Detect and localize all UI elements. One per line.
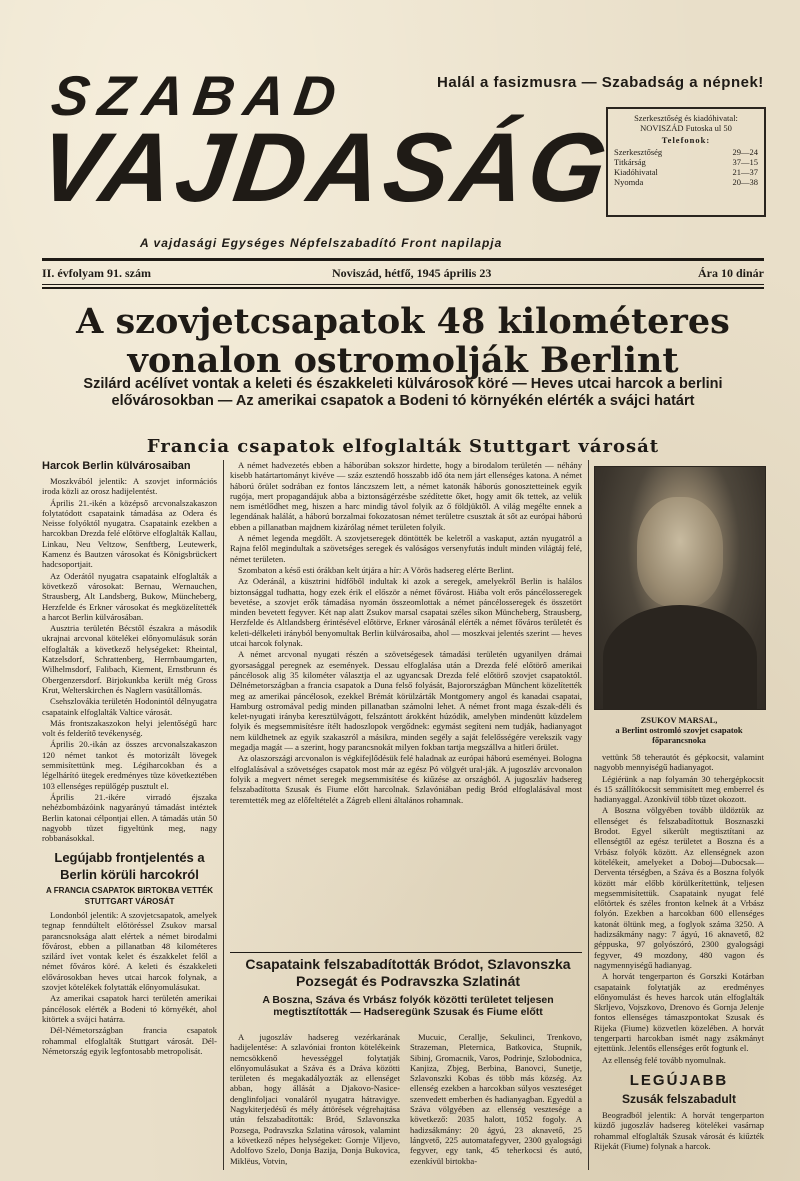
infobox-phones-label: Telefonok: — [661, 135, 711, 146]
phone-row: Titkárság 37—15 — [614, 157, 758, 168]
contact-info-box — [606, 107, 766, 217]
article-heading: Szusák felszabadult — [621, 1092, 737, 1106]
infobox-line2: NOVISZÁD Futoska ul 50 — [640, 123, 732, 134]
portrait-coat — [603, 605, 757, 709]
article-caps: A FRANCIA CSAPATOK BIRTOKBA VETTÉK STUTTGART VÁROSÁT — [46, 886, 213, 906]
masthead-tagline: A vajdasági Egységes Népfelszabadító Front napilapja — [140, 236, 503, 250]
phone-row: Nyomda 20—38 — [614, 177, 758, 188]
article-heading: Csapataink felszabadították Bródot, Szlavonszka Pozsegát és Podravszka Szlatinát — [245, 956, 571, 989]
main-subheadline: Szilárd acélívet vontak a keleti és északkeleti külvárosok köré — Heves utcai harcok a berlini elővárosokban — Az amerikai csapatok a Bodeni tó környékén elérték a svájci határt — [83, 376, 723, 409]
right-column: vettünk 58 teherautót és gépkocsit, valamint nagyobb mennyiségű hadianyagot. Légiérünk a nap folyamán 30 tehergépkocsit és 15 szállítókocsit semmisített meg emberrel és hadianyaggal. Azonkívül több tüzet okozott. A Boszna völgyében tovább üldöztük az ellenséget és felszabadítottuk Bosznaszki Brodot. Egyel sikerült megtisztítani az ellenségtől az egész területet a Boszna és a Vrbász folyók között. Az ellenségnek azon kötelékeit, amelyeket a Doboj—Dubocsak—Derventa térségben, a Száva és a Boszna folyók között már előbb körülkerítettünk, teljesen megsemmisítettük. Csapataink nyugat felé előtörtek és széles fronton kelnek át a Vrbász folyón. Ezekben a harcokban 600 ellenséges katonát öltünk meg, a foglyok száma 3250. A hadizsákmány nagy: 7 ágyú, 16 aknavető, 82 géppuska, 97 golyószóró, 2300 gyalogsági fegyver, 49 mozdony, 480 vagon és nagymennyiségű hadianyag. A horvát tengerparton és Gorszki Kotárban csapataink folytatják az eredményes előnyomulást és heves harcok után elfoglalták Skrljevo, Vojszkovo, Drenovo és Gornja Jelenje fontos ellenséges támaszpontokat Szusak és Rijeka (Fiume) közvetlen közelében. A horvát tengerparti harcokban ismét nagy zsákmányt ejtettünk. Jelentős ellenséges erőt fogtunk el. Az ellenség felé tovább nyomulnak. — [594, 752, 764, 1065]
phone-row: Szerkesztőség 29—24 — [614, 147, 758, 158]
divider — [42, 287, 764, 289]
left-column: Harcok Berlin külvárosaiban Moszkvából jelentik: A szovjet információs iroda közli az orosz hadijelentést. Április 21.-ikén a középső arcvonalszakaszon folytatódott csapataink támadása az Odera és Neisse folyóktól nyugatra. Csapataink ezekben a harcokban Drezda felé előtörve elfoglalták Kallau, Linkau, Neu Veltzow, Senftberg, Leutewerk, Kamenz és Bautzen városokat és Königsbrückert hadcsoportjait. Az Oderától nyugatra csapataink elfoglalták a következő városokat: Bernau, Wernauchen, Strausberg, Alt Landsberg, Bukow, Müncheberg, Herzfelde és Erkner városokat és megközelítették a harcot Berlin külvárosában. Ausztria területén Bécstől északra a második ukrajnai arcvonal kötelékei előnyomulásuk során elfoglalták a következő helységeket: Rheintal, Katzelsdorf, Schrattenberg, Herrnbaumgarten, Wilhelmsdorf, Falibach, Kiement, Ernstbrunn és Obergenzersdorf. Birjokunkba került még Gross Krut, Welterskirchen és Naglern vasútállomás. Csehszlovákia területén Hodonintól délnyugatra csapataink elfoglalták Valtice városát. Más frontszakaszokon helyi jelentőségű harc volt és felderítő tevékenység. Április 20.-ikán az összes arcvonalszakaszon 120 német tankot és motorizált lövegek semmisítettünk meg. Légiharcokban és a légelhárító ütegek eredményes tüze következtében 103 ellenséges repülőgép pusztult el. Április 21.-ikére virradó éjszaka nehézbombázóink nagyarányú támadást intéztek Berlin katonai célpontjai ellen. A támadás után 50 nagyobb tüzet figyeltünk meg, nagy robbanásokkal. Legújabb frontjelentés a Berlin körüli harcokról A FRANCIA CSAPATOK BIRTOKBA VETTÉK STUTTGART VÁROSÁT Londonból jelentik: A szovjetcsapatok, amelyek tegnap fenndúltelt előtöréssel Zsukov marsal parancsnoksága alatt elértek a német birodalmi fővárost, ebben a pillanatban 48 kilométeres szilárd ívet vontak kelet és északkelet felől a német főváros köré. A keleti és északkeleti elővárosokban heves utcai harcok folynak, a szovjet kötelékek folytatták előnyomulásukat. Az amerikai csapatok harci területén amerikai páncélosok elérték a Bodeni tó környékét, ahol kitörtek a svájci határra. Dél-Németországban francia csapatok rohammal elfoglalták Stuttgart városát. Dél-Németország egyik legfontosabb metropolisát. — [42, 460, 217, 1056]
price: Ára 10 dinár — [698, 266, 764, 280]
divider — [230, 952, 582, 953]
masthead-title-top: SZABAD — [47, 64, 350, 127]
main-headline: A szovjetcsapatok 48 kilométeres vonalon ostromolják Berlint — [76, 301, 730, 381]
article-subheading: A Boszna, Száva és Vrbász folyók közötti területet teljesen megtisztították — Hadseregünk Szusak és Fiume előtt — [262, 994, 554, 1018]
article-heading: Legújabb frontjelentés a Berlin körüli harcokról — [54, 850, 205, 883]
mid-article-left: A jugoszláv hadsereg vezérkarának hadijelentése: A szlavóniai fronton kötelékeink nemcsökkenő hevességgel folytatják előnyomulásukat a Száva és a Dráva közötti területen és megakadályozták az ellenséget abban, hogy állását a Djakovo-Nasice-denglinfoljaci vonaláról nyugatra hátravigye. Nagykiterjedésű és mély áttörések végrehajtása után felszabadították: Bród, Szlavonszka Pozsega, Podravszka Szlatina városok, valamint a következő népes helységeket: Gornje Viljevo, Adolfovo Szelo, Donja Bazija, Donja Bukovica, Miklëus, Votvin, — [230, 1032, 400, 1166]
portrait-photo — [594, 466, 766, 710]
legujabb-heading: LEGÚJABB — [629, 1072, 729, 1089]
place-date: Noviszád, hétfő, 1945 április 23 — [332, 266, 492, 280]
center-column: A német hadvezetés ebben a háborúban sokszor hirdette, hogy a birodalom területén — néhány kisebb határtartományt kivéve — száz esztendő hosszabb idő óta nem járt ellenséges katona. A német háború őrület sodrában ez fontos lánczszem lett, a német katonák háborús gonosztetteinek egyik rugója, mert propagandájuk abba a biztonságérzésbe szédítette őket, hogy amit ők tettek, az velük nem ismétlődhet meg, hiszen a harc mindig távol folyik az ő földjüktől. A világ megélte ennek a legendának halálát, a háború borzalmai fokozatosan német területre csusztak át sőt az európai háború ebben a pillanatban majdnem kizárólag német területen folyik. A német legenda megdőlt. A szovjetseregek döntötték be keletről a vaskaput, aztán nyugatról a Rajna felől megindultak a szövetséges seregek és valóságos versenyfutás indult minden világtáj felé, német területen. Szombaton a késő esti órákban kelt útjára a hír: A Vörös hadsereg elérte Berlint. Az Oderánál, a küsztrini hídfőből indultak ki azok a seregek, amelyekről Berlin is halálos biztonsággal tudhatta, hogy ezek érik el először a német fővárost. Hiába volt erős páncélosseregek bevetése, a szovjet erők támadása nyomán összeomlottak a német páncélosseregek és összetört minden bevetett fegyver. Két nap alatt Zsukov marsal csapatai széles síkon Müncheberg, Strausberg, Herzfelde és Altlandsberg érintésével előtörve, Erkner városánál elérték a német főváros területét és keleti-délkeleti irányból benyomultak Berlin külvárosaiba, ahol — moszkvai jelentés szerint — heves utcai harcok folynak. A német arcvonal nyugati részén a szövetségesek támadási területén ugyanilyen drámai gyorsasággal peregnek az események. Dessau elfoglalása után a Drezda felé előtörő amerikai páncélosok alig 35 kilométer választja el az ugyancsak Drezda felé előtörő szovjet csapatoktól. Délnémetországban a francia csapatok a Duna felső folyását, Bajorországban Münchent közelítették meg az amerikai páncélosok, ezekkel Brémát körülzárták Montgomery angol és kanadai csapatai, Hamburg ostromával pedig minden pillanatban számolni lehet. A német front maga észak-déli és kelet-nyugati irányba keresztülvágott, felszántott árokként húzódik, amelyben mindenütt küzdelem folyik és megsemmisítésre ítélt hadoszlopok vergődnek: egymást segíteni nem tudják, hadianyagot nem küldhetnek az egyik szakaszról a másikra, minden segély a saját felelősségére verekszik vagy megadja magát — a szerint, hogy parancsnokát milyen fokban tartja megszállva a hitleri őrület. Az olaszországi arcvonalon is végkifejlődésük felé haladnak az európai háború eseményei. Bologna elfoglalásával a szövetséges csapatok most már az egész Pó völgyét ural-ják. A jugoszláv arcvonalon folyik a megvert német seregek megsemmisítése és kiűzése az országból. A jugoszláv hadsereg felszabadította Szusak és Fiume előtt harcolnak. Szlavóniában pedig Bród elfoglalásával most teremtették meg az előfeltételét a Zágreb elleni általános rohamnak. — [230, 460, 582, 805]
masthead-slogan: Halál a fasizmusra — Szabadság a népnek! — [437, 74, 764, 91]
masthead-title-main: VAJDASÁG — [32, 112, 618, 222]
volume-number: II. évfolyam 91. szám — [42, 266, 151, 280]
article-heading: Harcok Berlin külvárosaiban — [42, 460, 191, 472]
secondary-headline: Francia csapatok elfoglalták Stuttgart városát — [146, 436, 660, 457]
sznsak-text: Beogradból jelentik: A horvát tengerparton küzdő jugoszláv hadsereg kötelékei vasárnap rohammal elfoglalták Szusak városát és kiűzték Rijekát (Fiume) folynak a harcok. — [594, 1110, 764, 1151]
divider — [42, 284, 764, 285]
phone-row: Kiadóhivatal 21—37 — [614, 167, 758, 178]
column-divider — [588, 460, 589, 1170]
portrait-face — [637, 497, 723, 607]
infobox-line1: Szerkesztőség és kiadóhivatal: — [634, 113, 738, 123]
divider — [42, 258, 764, 261]
column-divider — [223, 460, 224, 1170]
photo-caption: ZSUKOV MARSAL, a Berlint ostromló szovjet csapatok főparancsnoka — [615, 715, 743, 745]
mid-article-right: Mucuic, Cerallje, Sekulinci, Trenkovo, Strazeman, Pleternica, Batkovica, Stupnik, Sibinj, Gromacnik, Varos, Podrinje, Szlobodnica, Kanjiza, Zbjeg, Berbina, Banovci, Sunetje, Szlavonszki Kobas és több más község. Az ellenség ezekben a harcokban súlyos veszteséget szenvedett emberben és hadianyagban. Egyedül a Száva völgyében az ellenség vesztesége a következő: 2035 halott, 1052 fogoly. A hadizsákmány: 20 ágyú, 23 aknavető, 25 lángvető, 225 automatafegyver, 2300 gyalogsági fegyver, egy tank, 45 teherkocsi és autó, ezenkívül birtokba- — [410, 1032, 582, 1166]
